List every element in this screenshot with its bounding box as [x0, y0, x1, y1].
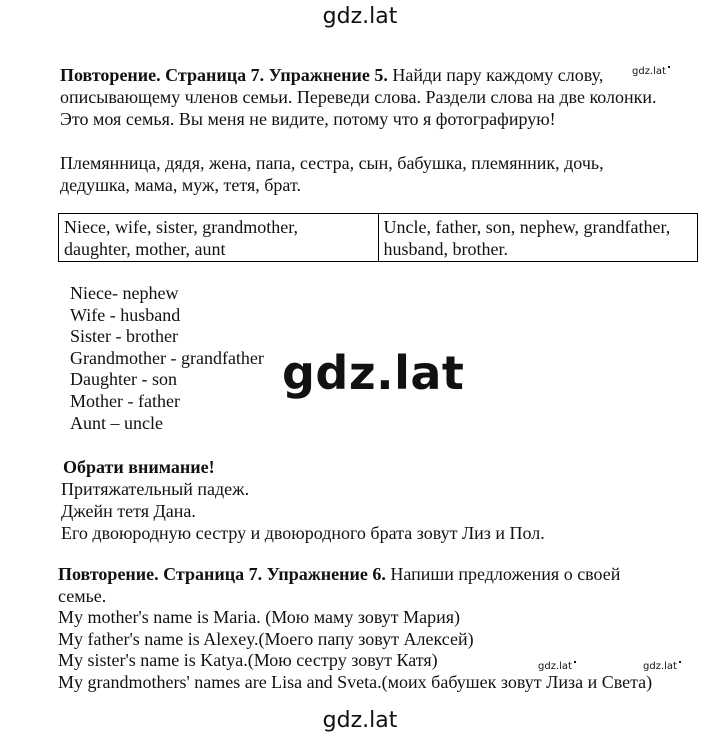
exercise5-word-list: [60, 152, 700, 196]
note-line: Его двоюродную сестру и двоюродного брата зовут Лиз и Пол.: [61, 523, 545, 543]
exercise5-instruction-line2: описывающему членов семьи. Переведи слова. Раздели слова на две колонки.: [60, 87, 657, 107]
exercise5-instruction-line1: Найди пару каждому слову,: [387, 65, 604, 85]
exercise6-instruction-line1: Напиши предложения о своей: [385, 564, 621, 584]
left-cell-line2: daughter, mother, aunt: [64, 239, 226, 259]
sentence: My father's name is Alexey.(Моего папу зовут Алексей): [58, 628, 474, 649]
table-cell-right: [378, 214, 698, 262]
exercise5-instruction-line3: Это моя семья. Вы меня не видите, потому что я фотографирую!: [60, 109, 556, 129]
watermark-small-1: gdz.lat: [632, 66, 670, 77]
right-cell-line2: husband, brother.: [383, 239, 508, 259]
list-item: Wife - husband: [70, 304, 181, 325]
note-line: Джейн тетя Дана.: [61, 501, 196, 521]
exercise6-instructions: [58, 564, 708, 586]
watermark-center: gdz.lat: [282, 346, 465, 400]
list-item: Aunt – uncle: [70, 412, 163, 433]
list-item: Niece- nephew: [70, 283, 179, 303]
word-pairs-list: [70, 283, 264, 434]
left-cell-line1: Niece, wife, sister, grandmother,: [64, 217, 298, 237]
word-list-line2: дедушка, мама, муж, тетя, брат.: [60, 175, 301, 195]
right-cell-line1: Uncle, father, son, nephew, grandfather,: [383, 217, 671, 237]
note-section: [61, 456, 545, 544]
table-cell-left: [59, 214, 379, 262]
note-heading: Обрати внимание!: [63, 457, 215, 477]
watermark-small-2: gdz.lat: [538, 661, 576, 672]
list-item: Daughter - son: [70, 369, 177, 390]
word-list-line1: Племянница, дядя, жена, папа, сестра, сын, бабушка, племянник, дочь,: [60, 153, 604, 173]
note-line: Притяжательный падеж.: [61, 479, 250, 499]
exercise6-heading: Повторение. Страница 7. Упражнение 6.: [58, 564, 386, 584]
watermark-small-3: gdz.lat: [643, 661, 681, 672]
watermark-top: gdz.lat: [322, 4, 398, 29]
two-column-table: [58, 213, 698, 262]
sentence: My sister's name is Katya.(Мою сестру зовут Катя): [58, 650, 438, 671]
table-row: [59, 214, 698, 262]
list-item: Sister - brother: [70, 326, 178, 347]
list-item: Mother - father: [70, 390, 180, 411]
watermark-bottom: gdz.lat: [322, 708, 398, 733]
exercise6-instruction-line2: семье.: [58, 585, 107, 606]
sentence: My mother's name is Maria. (Мою маму зовут Мария): [58, 607, 461, 628]
exercise5-instructions: [60, 64, 700, 130]
list-item: Grandmother - grandfather: [70, 347, 264, 368]
exercise5-heading: Повторение. Страница 7. Упражнение 5.: [60, 65, 388, 85]
exercise6-section: [58, 564, 708, 694]
sentence: My grandmothers' names are Lisa and Sveta.(моих бабушек зовут Лиза и Света): [58, 671, 653, 692]
